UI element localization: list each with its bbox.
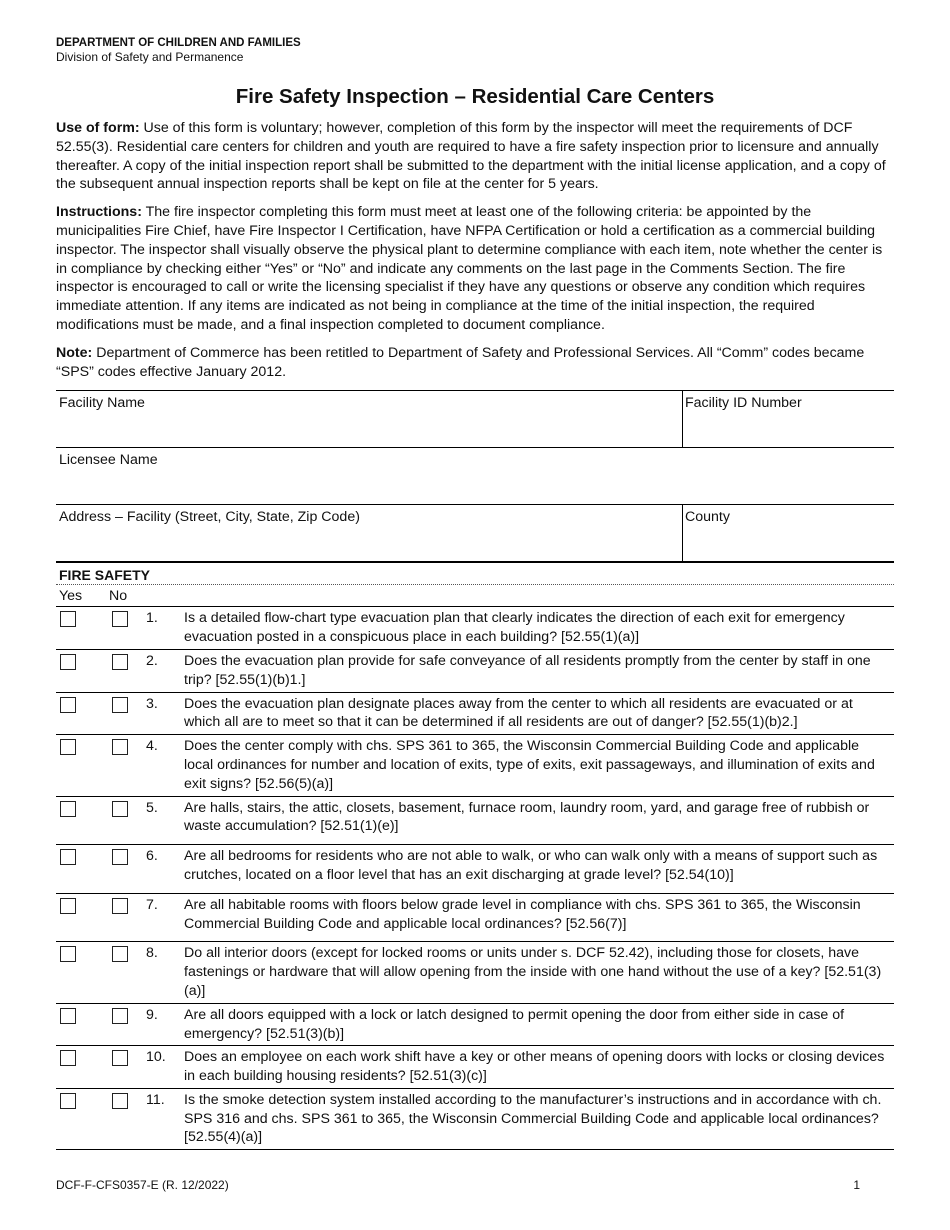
no-checkbox[interactable] xyxy=(112,1008,128,1024)
question-number: 3. xyxy=(146,695,158,712)
yes-checkbox[interactable] xyxy=(60,1008,76,1024)
question-row xyxy=(56,1046,894,1089)
column-header xyxy=(56,585,894,607)
address-field[interactable] xyxy=(56,505,682,561)
question-text: Are all bedrooms for residents who are not able to walk, or who can walk only with a means of support such as crutches, located on a floor level that has an exit discharging at grade level? [52.54(10)] xyxy=(184,848,878,883)
address-row xyxy=(56,505,894,562)
form-page xyxy=(56,36,894,1150)
no-checkbox[interactable] xyxy=(112,739,128,755)
question-row xyxy=(56,650,894,693)
yes-checkbox[interactable] xyxy=(60,801,76,817)
question-number: 1. xyxy=(146,610,158,627)
question-row xyxy=(56,797,894,846)
question-row xyxy=(56,607,894,650)
address-label: Address – Facility (Street, City, State, Zip Code) xyxy=(59,509,360,526)
county-field[interactable] xyxy=(682,505,894,561)
question-text: Does an employee on each work shift have a key or other means of opening doors with locks or closing devices in each building housing residents? [52.51(3)(c)] xyxy=(184,1049,885,1085)
yes-cell xyxy=(56,799,112,837)
no-cell xyxy=(112,896,146,934)
question-text: Are halls, stairs, the attic, closets, basement, furnace room, laundry room, yard, and garage free of rubbish or waste accumulation? [52.51(1)(e)] xyxy=(184,799,870,835)
no-cell xyxy=(112,609,146,647)
question-number: 10. xyxy=(146,1049,166,1066)
yes-checkbox[interactable] xyxy=(60,611,76,627)
instructions-paragraph xyxy=(56,203,894,335)
no-checkbox[interactable] xyxy=(112,654,128,670)
question-number: 4. xyxy=(146,738,158,755)
facility-row xyxy=(56,391,894,448)
question-list xyxy=(56,607,894,1150)
facility-id-field[interactable] xyxy=(682,391,894,447)
question-text: Are all habitable rooms with floors below grade level in compliance with chs. SPS 361 to 365, the Wisconsin Commercial Building Code and applicable local ordinances? [52.56(7)] xyxy=(184,896,861,932)
facility-name-label: Facility Name xyxy=(59,395,145,412)
yes-column-label: Yes xyxy=(59,588,83,605)
yes-cell xyxy=(56,609,112,647)
no-cell xyxy=(112,944,146,1000)
yes-cell xyxy=(56,944,112,1000)
note-paragraph xyxy=(56,344,894,382)
yes-checkbox[interactable] xyxy=(60,946,76,962)
question-row xyxy=(56,693,894,736)
note-text: Department of Commerce has been retitled to Department of Safety and Professional Services. All “Comm” codes became “SPS” codes effective January 2012. xyxy=(56,344,865,380)
question-number: 11. xyxy=(146,1091,165,1108)
no-checkbox[interactable] xyxy=(112,1050,128,1066)
question-row xyxy=(56,735,894,796)
note-label: Note: xyxy=(56,344,93,361)
question-number: 6. xyxy=(146,848,158,865)
question-number: 2. xyxy=(146,652,158,669)
question-text: Is a detailed flow-chart type evacuation plan that clearly indicates the direction of each exit for emergency evacuation posted in a conspicuous place in each building? [52.55(1)(a)] xyxy=(184,610,845,646)
question-row xyxy=(56,1089,894,1150)
yes-checkbox[interactable] xyxy=(60,1050,76,1066)
yes-checkbox[interactable] xyxy=(60,697,76,713)
question-number: 5. xyxy=(146,799,158,816)
licensee-name-field[interactable] xyxy=(56,448,894,504)
fire-safety-title: FIRE SAFETY xyxy=(56,563,894,585)
no-checkbox[interactable] xyxy=(112,1093,128,1109)
yes-cell xyxy=(56,1006,112,1044)
no-cell xyxy=(112,847,146,885)
question-row xyxy=(56,942,894,1003)
page-title: Fire Safety Inspection – Residential Care Centers xyxy=(235,85,715,108)
use-of-form-text: Use of this form is voluntary; however, completion of this form by the inspector will meet the requirements of DCF 52.55(3). Residential care centers for children and youth are required to have a fire safety inspection prior to licensure and annually thereafter. A copy of the initial inspection report shall be submitted to the department with the initial license application, and a copy of the subsequent annual inspection reports shall be kept on file at the center for 5 years. xyxy=(56,120,886,193)
no-checkbox[interactable] xyxy=(112,697,128,713)
no-checkbox[interactable] xyxy=(112,898,128,914)
division-name: Division of Safety and Permanence xyxy=(56,50,244,64)
no-cell xyxy=(112,1048,146,1086)
yes-cell xyxy=(56,847,112,885)
yes-cell xyxy=(56,737,112,793)
question-row xyxy=(56,894,894,943)
facility-name-field[interactable] xyxy=(56,391,682,447)
yes-checkbox[interactable] xyxy=(60,898,76,914)
question-text: Are all doors equipped with a lock or latch designed to permit opening the door from either side in case of emergency? [52.51(3)(b)] xyxy=(184,1006,845,1042)
facility-fields xyxy=(56,390,894,562)
question-number: 7. xyxy=(146,896,158,913)
question-row xyxy=(56,845,894,894)
form-id: DCF-F-CFS0357-E (R. 12/2022) xyxy=(56,1178,229,1192)
question-number: 9. xyxy=(146,1006,158,1023)
yes-checkbox[interactable] xyxy=(60,1093,76,1109)
question-row xyxy=(56,1004,894,1047)
question-text: Does the evacuation plan provide for safe conveyance of all residents promptly from the center by staff in one trip? [52.55(1)(b)1.] xyxy=(184,652,871,688)
no-cell xyxy=(112,652,146,690)
no-checkbox[interactable] xyxy=(112,849,128,865)
facility-id-label: Facility ID Number xyxy=(685,395,802,412)
page-footer xyxy=(56,1178,894,1192)
question-text: Does the evacuation plan designate places away from the center to which all residents are evacuated or at which all are to meet so that it can be determined if all residents are out of danger? [52.55(1)(b)2.] xyxy=(184,695,853,731)
licensee-row xyxy=(56,448,894,505)
question-text: Is the smoke detection system installed according to the manufacturer’s instructions and in accordance with ch. SPS 316 and chs. SPS 361 to 365, the Wisconsin Commercial Building Code and applicable local ordinances? [52.55(4)(a)] xyxy=(184,1091,882,1146)
no-cell xyxy=(112,799,146,837)
yes-checkbox[interactable] xyxy=(60,654,76,670)
no-checkbox[interactable] xyxy=(112,611,128,627)
yes-cell xyxy=(56,896,112,934)
yes-checkbox[interactable] xyxy=(60,739,76,755)
page-number: 1 xyxy=(853,1178,860,1192)
no-column-label: No xyxy=(109,588,128,605)
question-number: 8. xyxy=(146,945,158,962)
no-cell xyxy=(112,695,146,733)
yes-checkbox[interactable] xyxy=(60,849,76,865)
county-label: County xyxy=(685,509,730,526)
no-cell xyxy=(112,1091,146,1147)
yes-cell xyxy=(56,652,112,690)
use-of-form-label: Use of form: xyxy=(56,120,140,136)
licensee-name-label: Licensee Name xyxy=(59,452,158,469)
no-checkbox[interactable] xyxy=(112,801,128,817)
question-text: Does the center comply with chs. SPS 361 to 365, the Wisconsin Commercial Building Code and applicable local ordinances for number and location of exits, type of exits, exit passageways, and illumination of exits and exit signs? [52.56(5)(a)] xyxy=(184,738,875,792)
instructions-text: The fire inspector completing this form must meet at least one of the following criteria: be appointed by the municipalities Fire Chief, have Fire Inspector I Certification, have NFPA Certification or hold a certification as a commercial building inspector. The inspector shall visually observe the physical plant to determine compliance with each item, note whether the center is in compliance by checking either “Yes” or “No” and indicate any comments on the last page in the Comments Section. The fire inspector is encouraged to call or write the licensing specialist if they have any questions or observe any condition which requires immediate attention. If any items are indicated as not being in compliance at the time of the initial inspection, the required modifications must be made, and a final inspection completed to document compliance. xyxy=(56,204,883,333)
no-cell xyxy=(112,737,146,793)
no-checkbox[interactable] xyxy=(112,946,128,962)
use-of-form-paragraph xyxy=(56,119,894,194)
question-text: Do all interior doors (except for locked rooms or units under s. DCF 52.42), including those for closets, have fastenings or hardware that will allow opening from the inside with one hand without the use of a key? [52.51(3)(a)] xyxy=(184,945,882,999)
instructions-label: Instructions: xyxy=(56,204,142,221)
yes-cell xyxy=(56,1091,112,1147)
department-name: DEPARTMENT OF CHILDREN AND FAMILIES xyxy=(56,37,301,49)
fire-safety-section xyxy=(56,562,894,1150)
yes-cell xyxy=(56,1048,112,1086)
no-cell xyxy=(112,1006,146,1044)
yes-cell xyxy=(56,695,112,733)
